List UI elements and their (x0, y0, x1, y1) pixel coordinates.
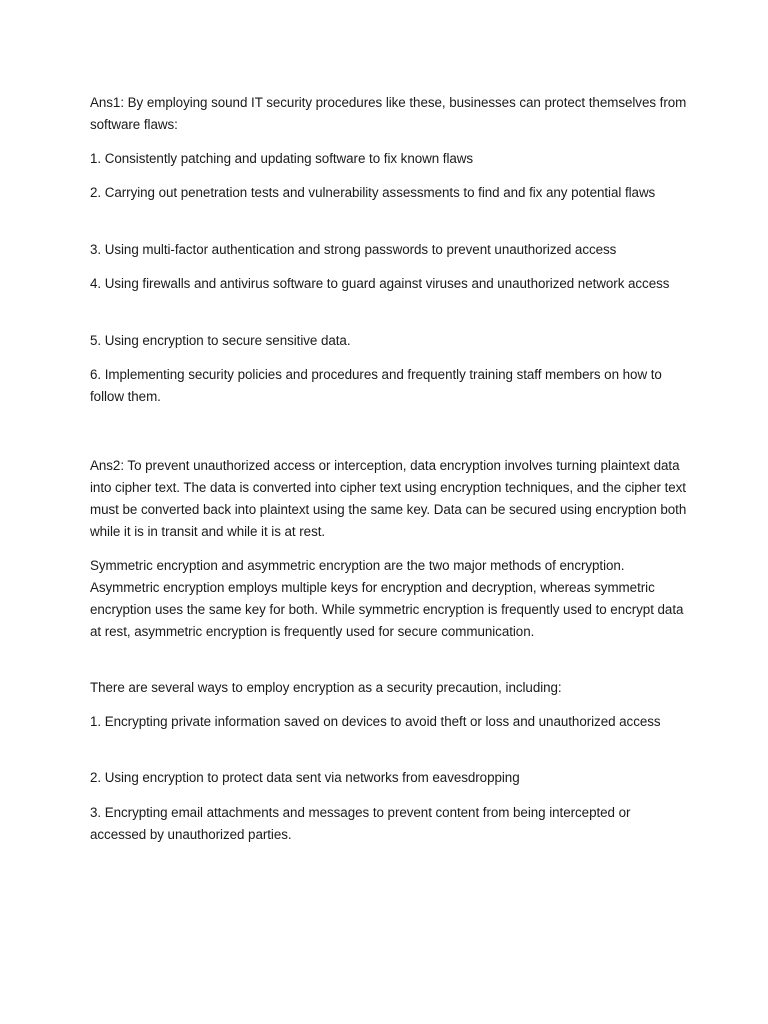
ans2-item-3: 3. Encrypting email attachments and messages to prevent content from being intercepted or accessed by unauthorized parties. (90, 805, 631, 842)
ans1-item-4: 4. Using firewalls and antivirus software to guard against viruses and unauthorized network access (90, 276, 670, 291)
ans1-item-2: 2. Carrying out penetration tests and vulnerability assessments to find and fix any potential flaws (90, 185, 656, 200)
ans1-item-6: 6. Implementing security policies and procedures and frequently training staff members on how to follow them. (90, 367, 662, 404)
ans2-methods: Symmetric encryption and asymmetric encryption are the two major methods of encryption. Asymmetric encryption employs multiple keys for encryption and decryption, whereas symmetric encryption uses the same key for both. While symmetric encryption is frequently used to encrypt data at rest, asymmetric encryption is frequently used for secure communication. (90, 558, 684, 639)
ans2-ways-intro: There are several ways to employ encryption as a security precaution, including: (90, 680, 562, 695)
ans1-item-3: 3. Using multi-factor authentication and strong passwords to prevent unauthorized access (90, 242, 617, 257)
ans2-intro: Ans2: To prevent unauthorized access or interception, data encryption involves turning plaintext data into cipher text. The data is converted into cipher text using encryption techniques, and the cipher text must be converted back into plaintext using the same key. Data can be secured using encryption both while it is in transit and while it is at rest. (90, 458, 687, 539)
ans2-item-2: 2. Using encryption to protect data sent via networks from eavesdropping (90, 770, 520, 785)
ans2-item-1: 1. Encrypting private information saved on devices to avoid theft or loss and unauthorized access (90, 714, 661, 729)
ans1-intro: Ans1: By employing sound IT security procedures like these, businesses can protect themselves from software flaws: (90, 95, 687, 132)
ans1-item-1: 1. Consistently patching and updating software to fix known flaws (90, 151, 474, 166)
ans1-item-5: 5. Using encryption to secure sensitive data. (90, 333, 351, 348)
